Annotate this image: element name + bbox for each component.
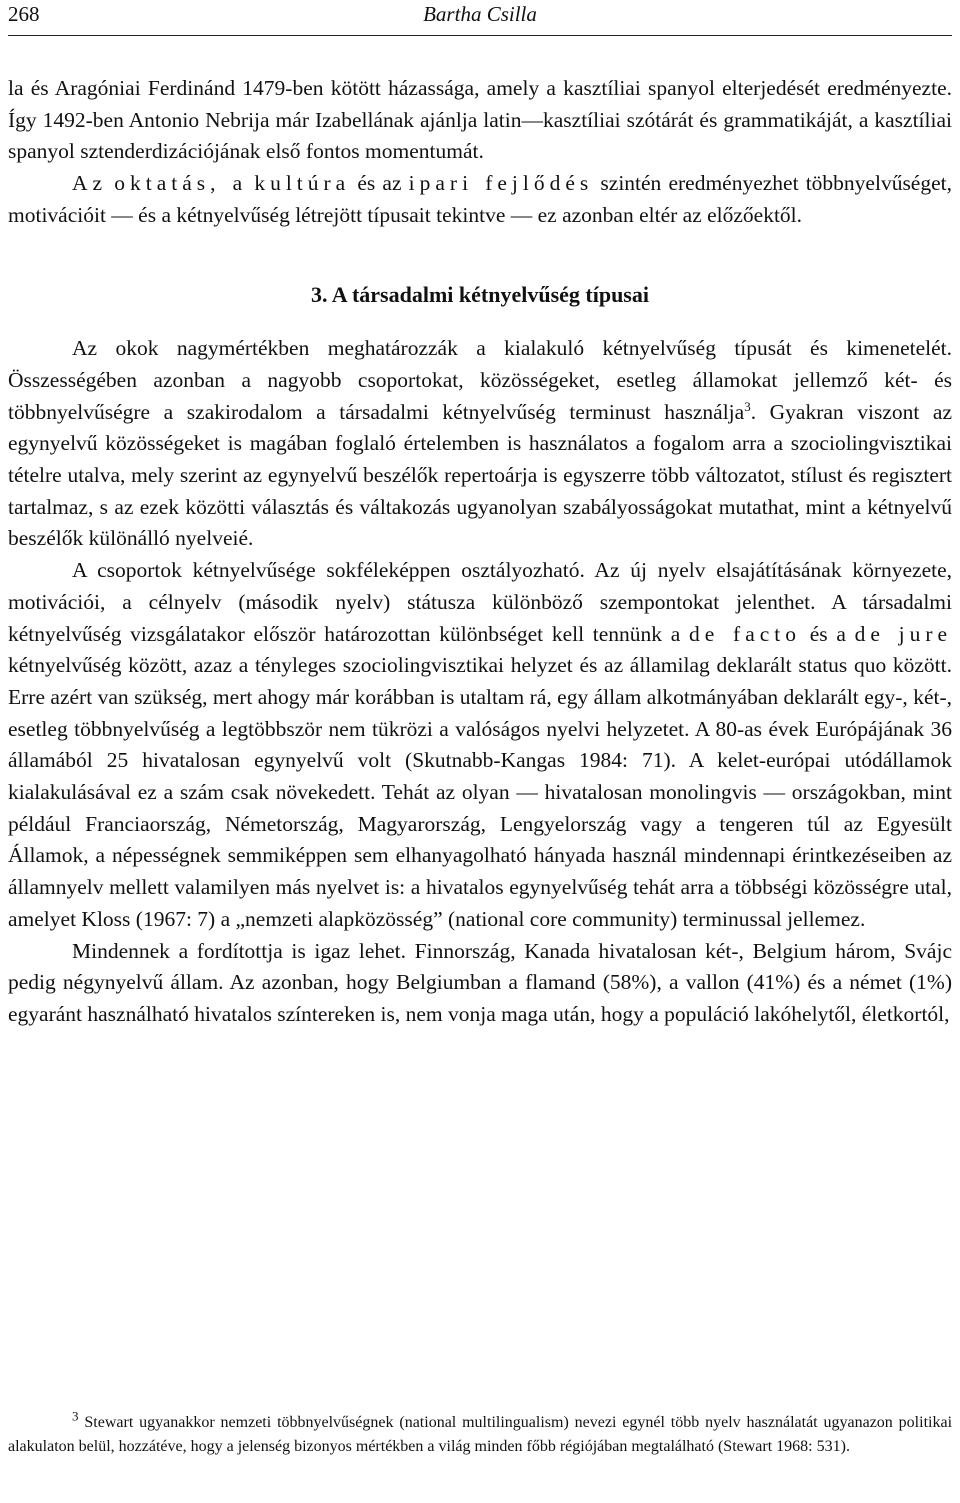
plain-text: Az okok nagymértékben meghatározzák a kialakuló kétnyelvűség típusát és kimenetelét. Összességében azonban a nagyobb csoportokat, közösségeket, esetleg államokat jellemző két- és többnyelvűségre a szakirodalom a társadalmi kétnyelvűség terminust használja bbox=[8, 336, 952, 424]
spaced-term-industrial: ipari fejlődés bbox=[408, 171, 594, 196]
spaced-term-de-facto: de facto bbox=[689, 621, 802, 646]
paragraph-continuation: la és Aragóniai Ferdinánd 1479-ben kötött házassága, amely a kasztíliai spanyol elterjedését eredményezte. Így 1492-ben Antonio Nebrija már Izabellának ajánlja latin—kasztíliai szótárát és grammatikáját, a kasztíliai spanyol sztenderdizációjának első fontos momentumát. bbox=[8, 76, 952, 164]
section-heading: 3. A társadalmi kétnyelvűség típusai bbox=[311, 281, 649, 307]
footnote-body bbox=[8, 1408, 953, 1458]
header-rule bbox=[8, 35, 952, 36]
plain-text: A csoportok kétnyelvűsége sokféleképpen osztályozható. Az új nyelv elsajátításának környezete, motivációi, a célnyelv (második nyelv) státusza különböző szempontokat jelenthet. A társadalmi kétnyelvűség vizsgálatakor először határozottan különbséget kell tennünk a bbox=[8, 558, 952, 646]
plain-text: és az bbox=[357, 171, 402, 196]
paragraph-types bbox=[8, 333, 952, 555]
running-title: Bartha Csilla bbox=[423, 2, 537, 26]
plain-text: szintén eredményezhet többnyelvűséget, motivációit — és a kétnyelvűség létrejött típusait tekintve — ez azonban eltér az előzőektől. bbox=[8, 171, 952, 227]
spaced-term-de-jure: de jure bbox=[854, 621, 953, 646]
footnote bbox=[8, 1408, 953, 1458]
footnote-ref: 3 bbox=[744, 398, 751, 414]
footnote-marker: 3 bbox=[72, 1408, 79, 1424]
paragraph-education bbox=[8, 168, 952, 231]
paragraph-reverse: Mindennek a fordítottja is igaz lehet. Finnország, Kanada hivatalosan két-, Belgium három, Svájc pedig négynyelvű állam. Az azonban, hogy Belgiumban a flamand (58%), a vallon (41%) és a német (1%) egyaránt használható hivatalos színtereken is, nem vonja maga után, hogy a populáció lakóhelytől, életkortól, bbox=[8, 938, 952, 1026]
body-text bbox=[8, 73, 952, 1031]
spaced-text: , a bbox=[210, 171, 248, 196]
plain-text: és a bbox=[809, 621, 846, 646]
footnote-text: Stewart ugyanakkor nemzeti többnyelvűségnek (national multilingualism) nevezi egynél több nyelv használatát ugyanazon politikai alakulaton belül, hozzátéve, hogy a jelenség bizonyos mértékben a világ minden főbb régiójában megtalálható (Stewart 1968: 531). bbox=[8, 1414, 953, 1455]
plain-text: kétnyelvűség között, azaz a tényleges szociolingvisztikai helyzet és az államilag deklarált status quo között. Erre azért van szükség, mert ahogy már korábban is utaltam rá, egy állam alkotmányában deklarált egy-, két-, esetleg többnyelvűség a legtöbbször nem tükrözi a valóságos nyelvi helyzetet. A 80-as évek Európájának 36 államából 25 hivatalosan egynyelvű volt (Skutnabb-Kangas 1984: 71). A kelet-európai utódállamok kialakulásával ez a szám csak növekedett. Tehát az olyan — hivatalosan monolingvis — országokban, mint például Franciaország, Németország, Magyarország, Lengyelország vagy a tengeren túl az Egyesült Államok, a népességnek semmiképpen sem elhanyagolható hányada használ mindennapi érintkezéseiben az államnyelv mellett valamilyen más nyelvet is: a hivatalos egynyelvűség tehát arra a többségi közösségre utal, amelyet Kloss (1967: 7) a „nemzeti alapközösség” (national core community) terminussal jellemez. bbox=[8, 653, 952, 931]
paragraph-groups bbox=[8, 555, 952, 935]
spaced-term-culture: kultúra bbox=[254, 171, 351, 196]
plain-text: . Gyakran viszont az egynyelvű közösségeket is magában foglaló értelemben is használatos a fogalom arra a szociolingvisztikai tételre utalva, mely szerint az egynyelvű beszélők repertoárja is egyszerre több változatot, stílust és regisztert tartalmaz, s az ezek közötti választás és váltakozás ugyanolyan szabályosságokat mutathat, mint a kétnyelvű beszélők különálló nyelveié. bbox=[8, 399, 953, 551]
page-header bbox=[8, 2, 952, 32]
spaced-term-education: oktatás bbox=[114, 171, 211, 196]
spaced-text: Az bbox=[72, 171, 108, 196]
page-number: 268 bbox=[8, 2, 40, 26]
